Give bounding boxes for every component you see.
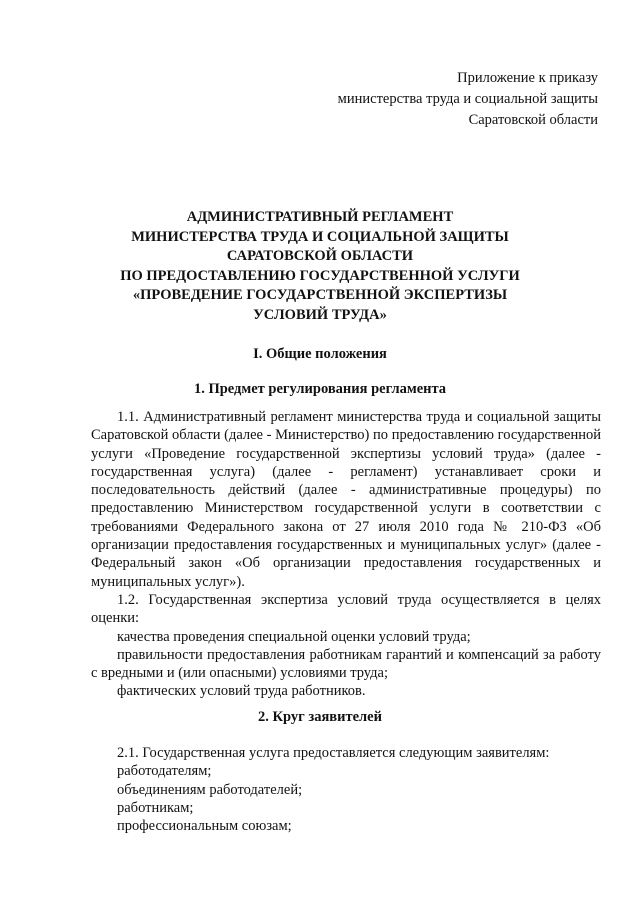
list-item: качества проведения специальной оценки условий труда; — [117, 628, 471, 645]
title-line: УСЛОВИЙ ТРУДА» — [253, 306, 387, 323]
paragraph-1-2: 1.2. Государственная экспертиза условий труда осуществляется в целях оценки: — [91, 591, 601, 627]
approval-line: министерства труда и социальной защиты — [337, 91, 598, 107]
title-line: МИНИСТЕРСТВА ТРУДА И СОЦИАЛЬНОЙ ЗАЩИТЫ — [131, 228, 509, 245]
list-item: объединениям работодателей; — [117, 781, 303, 798]
title-line: АДМИНИСТРАТИВНЫЙ РЕГЛАМЕНТ — [186, 209, 454, 225]
approval-line: Саратовской области — [468, 112, 598, 128]
list-item: профессиональным союзам; — [117, 818, 292, 835]
paragraph-2-1: 2.1. Государственная услуга предоставляется следующим заявителям: — [117, 745, 550, 761]
section-1-body — [91, 408, 601, 701]
list-item: фактических условий труда работников. — [117, 683, 366, 700]
document-title — [0, 208, 640, 325]
section-heading-general: I. Общие положения — [253, 346, 387, 362]
list-item: работникам; — [117, 799, 194, 816]
approval-block — [338, 68, 598, 131]
title-line: «ПРОВЕДЕНИЕ ГОСУДАРСТВЕННОЙ ЭКСПЕРТИЗЫ — [132, 287, 508, 303]
title-line: САРАТОВСКОЙ ОБЛАСТИ — [226, 248, 414, 264]
list-item: правильности предоставления работникам гарантий и компенсаций за работу с вредными и (или опасными) условиями труда; — [91, 646, 601, 682]
subsection-heading-subject: 1. Предмет регулирования регламента — [193, 381, 447, 397]
list-item: работодателям; — [117, 763, 212, 780]
title-line: ПО ПРЕДОСТАВЛЕНИЮ ГОСУДАРСТВЕННОЙ УСЛУГИ — [120, 267, 520, 284]
approval-line: Приложение к приказу — [457, 70, 598, 86]
subsection-heading-applicants: 2. Круг заявителей — [258, 709, 382, 725]
paragraph-1-1: 1.1. Административный регламент министерства труда и социальной защиты Саратовской области (далее - Министерство) по предоставлению государственной услуги «Проведение государственной экспертизы условий труда» (далее - государственная услуга) (далее - регламент) устанавливает сроки и последовательность действий (далее - административные процедуры) по предоставлению Министерством государственной услуги в соответствии с требованиями Федерального закона от 27 июля 2010 года № 210-ФЗ «Об организации предоставления государственных и муниципальных услуг» (далее - Федеральный закон «Об организации предоставления государственных и муниципальных услуг»). — [91, 409, 601, 590]
section-2-body — [91, 744, 601, 835]
